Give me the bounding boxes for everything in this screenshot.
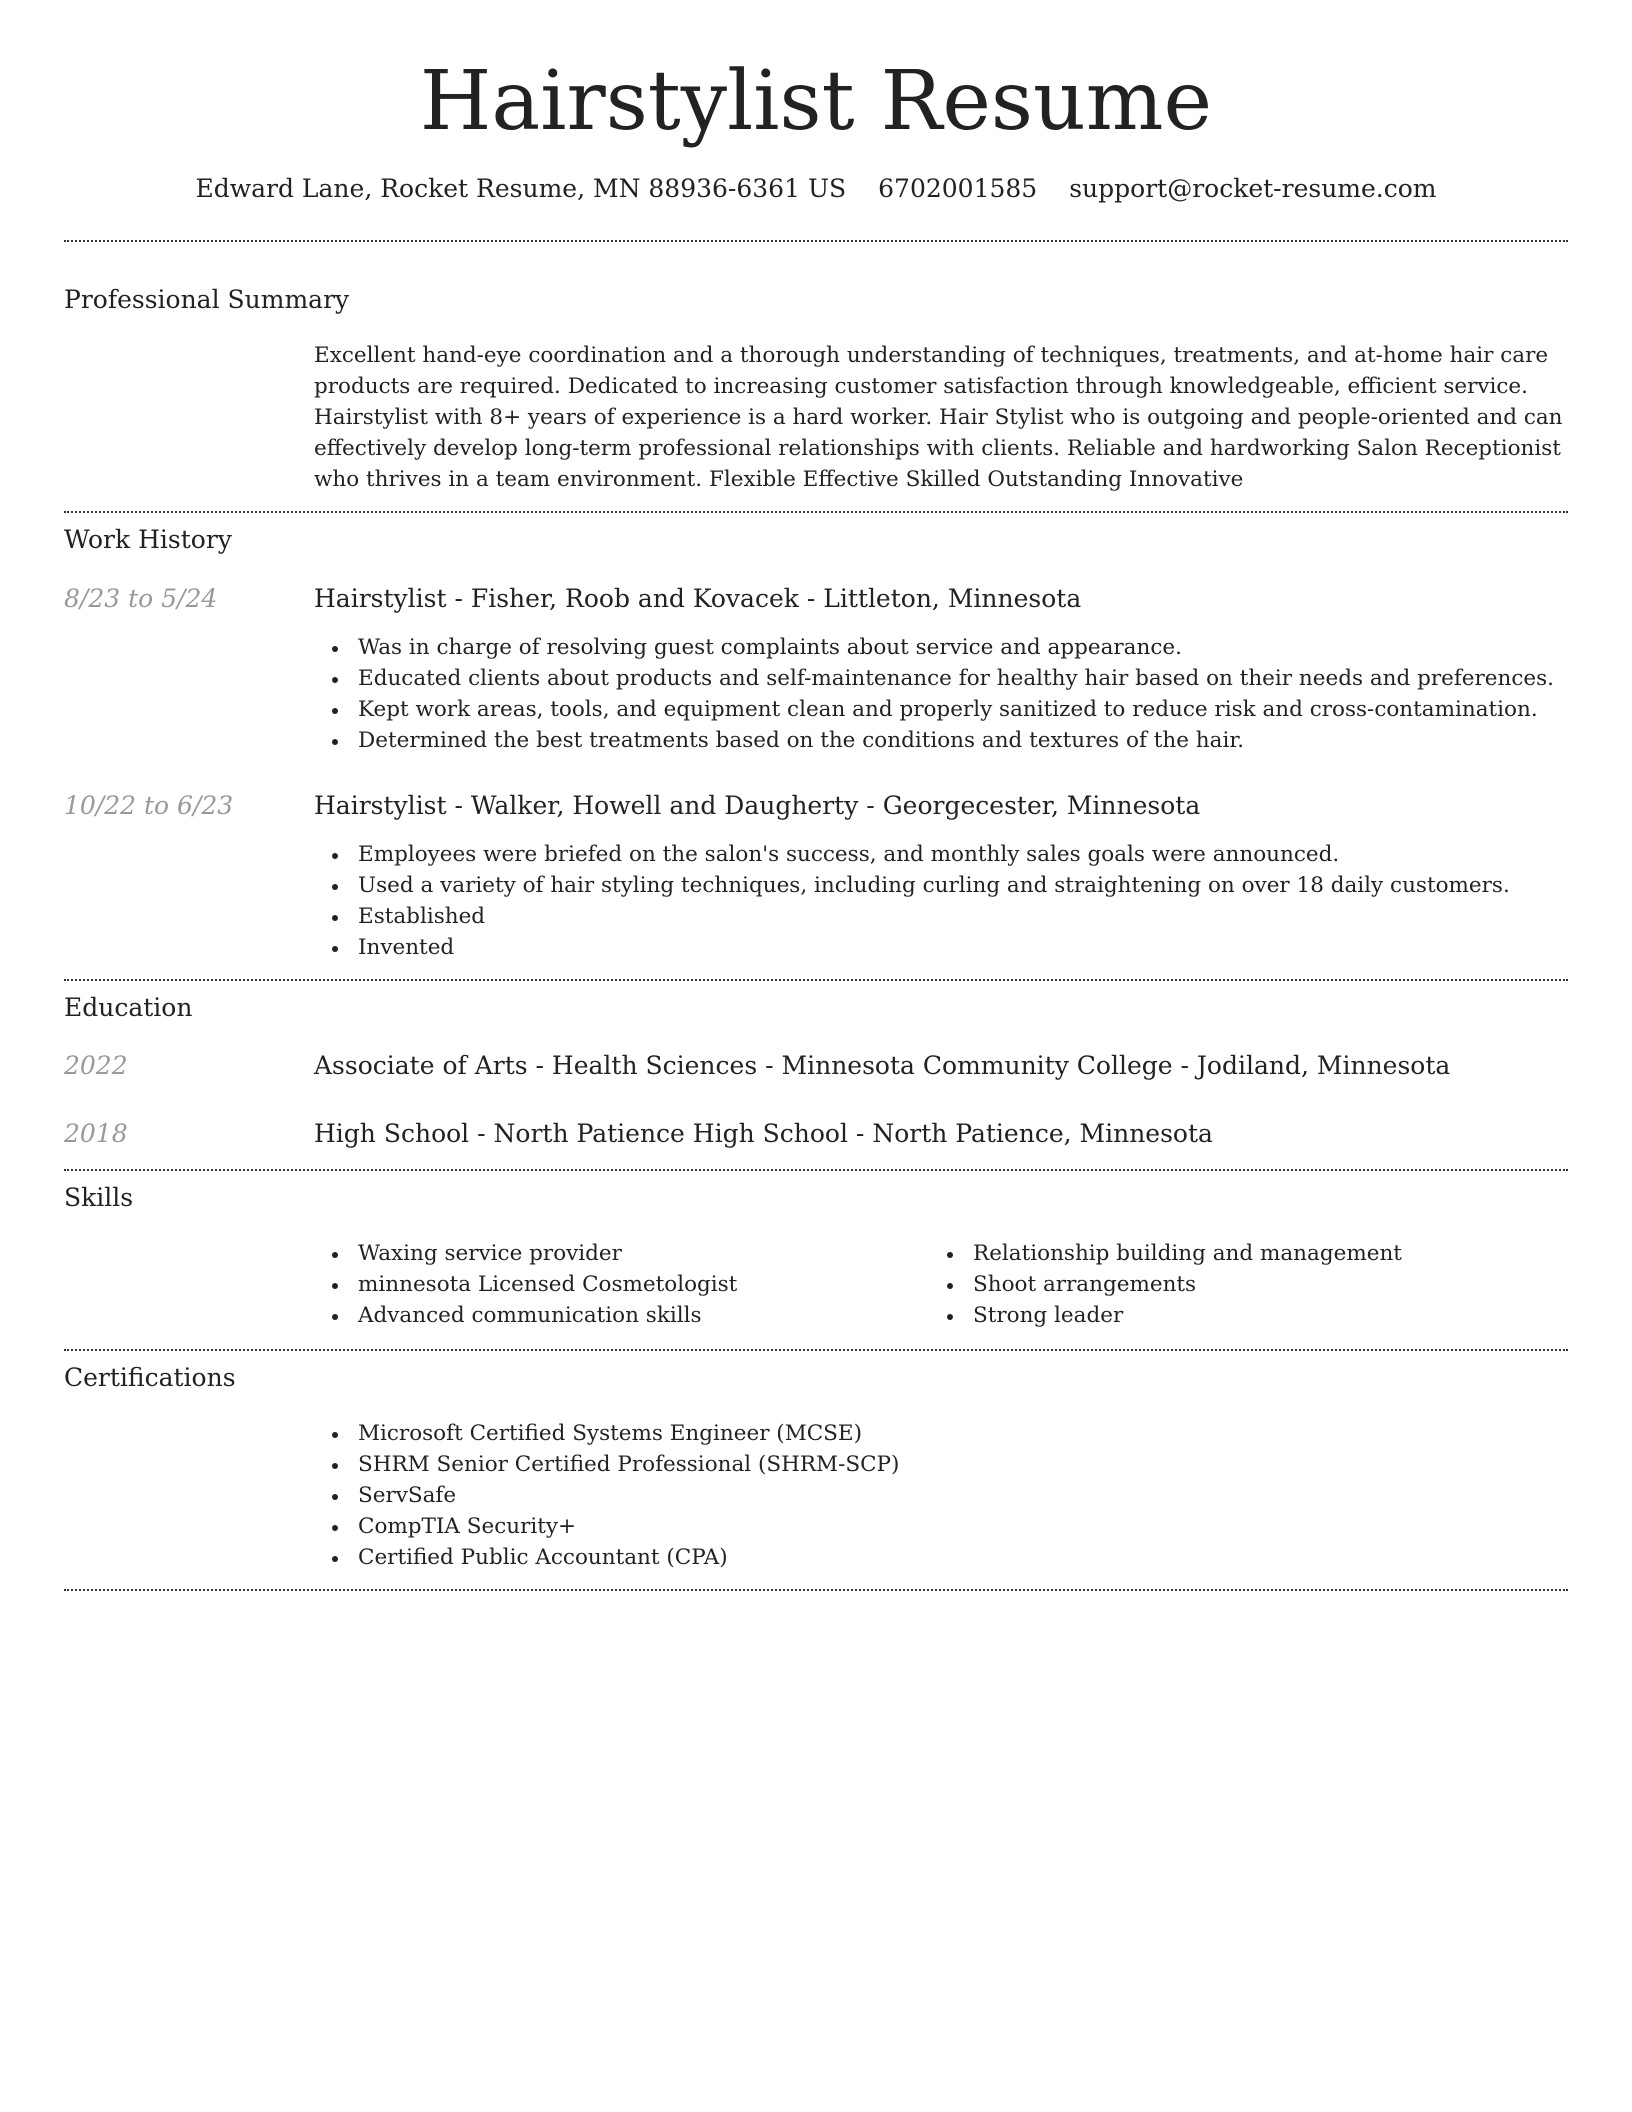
summary-text: Excellent hand-eye coordination and a thorough understanding of techniques, treatments, and at-home hair care products are required. Dedicated to increasing customer satisfaction through knowledgeable, efficient service. Hairstylist with 8+ years of experience is a hard worker. Hair Stylist who is outgoing and people-oriented and can effectively develop long-term professional relationships with clients. Reliable and hardworking Salon Receptionist who thrives in a team environment. Flexible Effective Skilled Outstanding Innovative xyxy=(314,343,1563,492)
divider xyxy=(64,511,1568,513)
list-item: Educated clients about products and self-maintenance for healthy hair based on their needs and preferences. xyxy=(314,663,1554,694)
education-location: North Patience, Minnesota xyxy=(872,1119,1213,1148)
list-item: Employees were briefed on the salon's success, and monthly sales goals were announced. xyxy=(314,839,1510,870)
list-item: CompTIA Security+ xyxy=(314,1511,899,1542)
job-location: Georgecester, Minnesota xyxy=(882,791,1201,820)
job-dates: 10/22 to 6/23 xyxy=(64,791,234,820)
job-company: Fisher, Roob and Kovacek xyxy=(470,584,799,613)
list-item: Waxing service provider xyxy=(314,1238,737,1269)
job-bullet-list xyxy=(314,839,1510,963)
work-history-heading: Work History xyxy=(64,525,232,554)
list-item: Shoot arrangements xyxy=(929,1269,1402,1300)
list-item: Microsoft Certified Systems Engineer (MCSE) xyxy=(314,1418,899,1449)
divider xyxy=(64,1589,1568,1591)
list-item: Certified Public Accountant (CPA) xyxy=(314,1542,899,1573)
job-title: Hairstylist xyxy=(314,584,447,613)
education-entry: High School - North Patience High School - North Patience, Minnesota xyxy=(314,1119,1213,1148)
divider xyxy=(64,979,1568,981)
summary-heading: Professional Summary xyxy=(64,285,350,314)
education-school: Minnesota Community College xyxy=(781,1051,1173,1080)
list-item: Determined the best treatments based on the conditions and textures of the hair. xyxy=(314,725,1554,756)
skills-list-left xyxy=(314,1238,737,1331)
resume-title: Hairstylist Resume xyxy=(419,54,1213,149)
list-item: SHRM Senior Certified Professional (SHRM-SCP) xyxy=(314,1449,899,1480)
education-year: 2022 xyxy=(64,1051,128,1080)
education-heading: Education xyxy=(64,993,193,1022)
list-item: Invented xyxy=(314,932,1510,963)
list-item: Advanced communication skills xyxy=(314,1300,737,1331)
divider xyxy=(64,1349,1568,1351)
divider xyxy=(64,1169,1568,1171)
contact-address: Edward Lane, Rocket Resume, MN 88936-6361 US xyxy=(195,174,847,203)
list-item: Was in charge of resolving guest complaints about service and appearance. xyxy=(314,632,1554,663)
list-item: Strong leader xyxy=(929,1300,1402,1331)
job-bullet-list xyxy=(314,632,1554,756)
job-heading: Hairstylist - Walker, Howell and Daugherty - Georgecester, Minnesota xyxy=(314,791,1201,820)
education-degree: High School xyxy=(314,1119,470,1148)
certifications-heading: Certifications xyxy=(64,1363,236,1392)
job-company: Walker, Howell and Daugherty xyxy=(470,791,859,820)
list-item: Relationship building and management xyxy=(929,1238,1402,1269)
education-year: 2018 xyxy=(64,1119,128,1148)
job-heading: Hairstylist - Fisher, Roob and Kovacek - Littleton, Minnesota xyxy=(314,584,1082,613)
list-item: minnesota Licensed Cosmetologist xyxy=(314,1269,737,1300)
list-item: ServSafe xyxy=(314,1480,899,1511)
divider xyxy=(64,240,1568,242)
skills-list-right xyxy=(929,1238,1402,1331)
education-entry: Associate of Arts - Health Sciences - Minnesota Community College - Jodiland, Minnesota xyxy=(314,1051,1451,1080)
job-title: Hairstylist xyxy=(314,791,447,820)
contact-email: support@rocket-resume.com xyxy=(1069,174,1437,203)
education-degree: Associate of Arts - Health Sciences xyxy=(314,1051,758,1080)
list-item: Established xyxy=(314,901,1510,932)
contact-line xyxy=(0,171,1632,207)
job-dates: 8/23 to 5/24 xyxy=(64,584,218,613)
education-school: North Patience High School xyxy=(493,1119,848,1148)
skills-heading: Skills xyxy=(64,1183,134,1212)
education-location: Jodiland, Minnesota xyxy=(1196,1051,1451,1080)
list-item: Kept work areas, tools, and equipment clean and properly sanitized to reduce risk and cross-contamination. xyxy=(314,694,1554,725)
certifications-list xyxy=(314,1418,899,1573)
list-item: Used a variety of hair styling techniques, including curling and straightening on over 18 daily customers. xyxy=(314,870,1510,901)
job-location: Littleton, Minnesota xyxy=(823,584,1082,613)
contact-phone: 6702001585 xyxy=(878,174,1038,203)
